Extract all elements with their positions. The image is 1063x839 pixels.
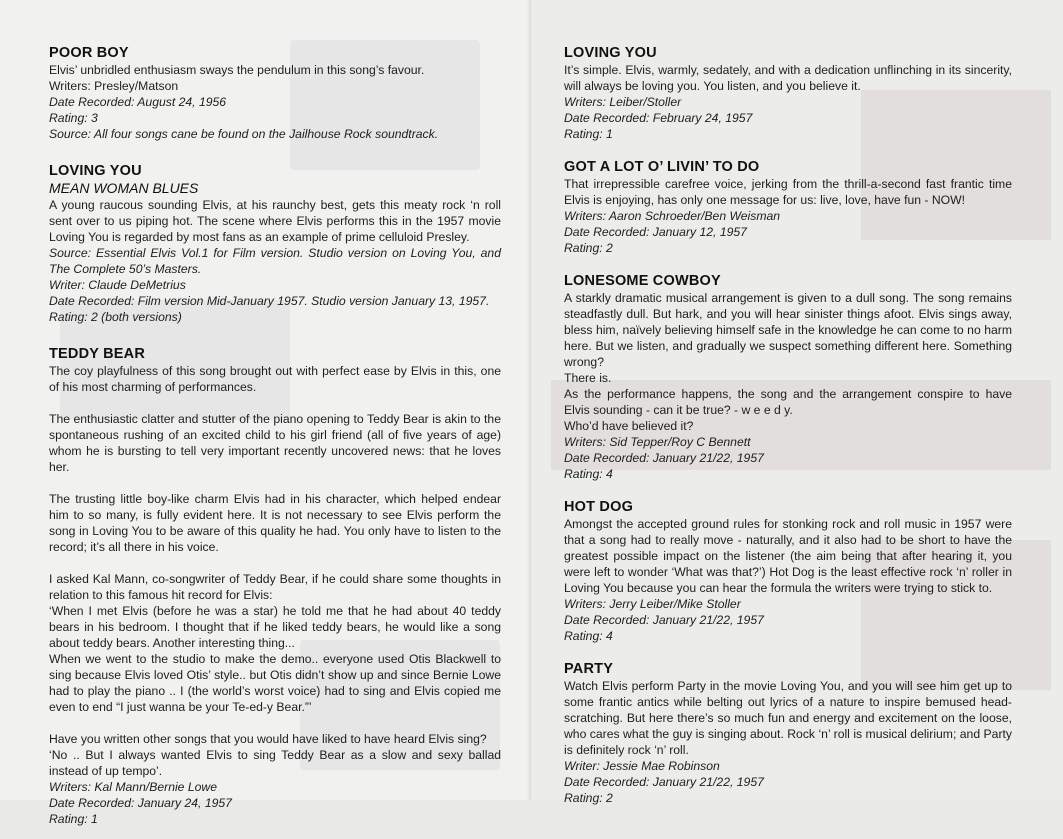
song-rating: Rating: 4: [564, 629, 613, 643]
paragraph: The enthusiastic clatter and stutter of the piano opening to Teddy Bear is akin to the spontaneous rushing of an excited child to his girl friend (all of five years of age) whom he is bursting to tell very important recently uncovered news: that he loves her.: [49, 412, 501, 474]
paragraph: A starkly dramatic musical arrangement is given to a dull song. The song remains steadfastly dull. But hark, and you will hear sinister things afoot. Elvis sings away, bless him, naïvely believing himself safe in the knowledge he can come to no harm here. But we listen, and gradually we suspect something different here. Something wrong?: [564, 291, 1012, 369]
song-date: Date Recorded: August 24, 1956: [49, 95, 227, 109]
song-writers: Writers: Kal Mann/Bernie Lowe: [49, 780, 217, 794]
song-description: Elvis’ unbridled enthusiasm sways the pendulum in this song’s favour.: [49, 63, 425, 77]
song-title: PARTY: [564, 661, 614, 677]
song-date: Date Recorded: January 21/22, 1957: [564, 613, 764, 627]
left-page: [0, 0, 531, 826]
song-rating: Rating: 1: [49, 812, 98, 826]
song-writers: Writers: Sid Tepper/Roy C Bennett: [564, 435, 751, 449]
song-rating: Rating: 1: [564, 127, 613, 141]
song-date: Date Recorded: January 24, 1957: [49, 796, 232, 810]
paragraph: I asked Kal Mann, co-songwriter of Teddy Bear, if he could share some thoughts in relation to this famous hit record for Elvis:: [49, 572, 501, 602]
song-rating: Rating: 2 (both versions): [49, 310, 182, 324]
song-title: POOR BOY: [49, 45, 129, 61]
song-title: GOT A LOT O’ LIVIN’ TO DO: [564, 159, 760, 175]
song-party: [564, 660, 1012, 806]
paragraph: Who’d have believed it?: [564, 419, 694, 433]
song-description: A young raucous sounding Elvis, at his raunchy best, gets this meaty rock ‘n roll sent over to us piping hot. The scene where Elvis performs this in the 1957 movie Loving You is regarded by most fans as an example of prime celluloid Presley.: [49, 198, 501, 244]
song-source: Source: Essential Elvis Vol.1 for Film version. Studio version on Loving You, and The Complete 50’s Masters.: [49, 246, 501, 276]
song-date: Date Recorded: January 21/22, 1957: [564, 451, 764, 465]
paragraph: There is.: [564, 371, 612, 385]
song-writer: Writer: Jessie Mae Robinson: [564, 759, 720, 773]
song-rating: Rating: 2: [564, 241, 613, 255]
right-page: [531, 0, 1063, 805]
song-title: TEDDY BEAR: [49, 346, 145, 362]
song-title: LONESOME COWBOY: [564, 273, 721, 289]
answer: ‘No .. But I always wanted Elvis to sing Teddy Bear as a slow and sexy ballad instead of up tempo’.: [49, 748, 501, 778]
song-title: HOT DOG: [564, 499, 634, 515]
song-teddy-bear: [49, 345, 501, 827]
question: Have you written other songs that you would have liked to have heard Elvis sing?: [49, 732, 487, 746]
paragraph: The trusting little boy-like charm Elvis had in his character, which helped endear him to so many, is fully evident here. It is not necessary to see Elvis perform the song in Loving You to be aware of this quality he had. You only have to listen to the record; it’s all there in his voice.: [49, 492, 501, 554]
song-title: LOVING YOU: [564, 45, 657, 61]
right-column: [564, 44, 1012, 818]
quote: ‘When I met Elvis (before he was a star) he told me that he had about 40 teddy bears in his bedroom. I thought that if he liked teddy bears, he would like a song about teddy bears. Another interesting thing...: [49, 604, 501, 650]
song-date: Date Recorded: January 12, 1957: [564, 225, 747, 239]
song-subtitle: MEAN WOMAN BLUES: [49, 180, 199, 196]
song-date: Date Recorded: February 24, 1957: [564, 111, 753, 125]
left-column: [49, 44, 501, 839]
song-writers: Writers: Presley/Matson: [49, 79, 179, 93]
song-description: It’s simple. Elvis, warmly, sedately, and with a dedication unflinching in its sincerity, will always be loving you. You listen, and you believe it.: [564, 63, 1012, 93]
song-rating: Rating: 3: [49, 111, 98, 125]
song-rating: Rating: 2: [564, 791, 613, 805]
song-description: That irrepressible carefree voice, jerking from the thrill-a-second fast frantic time Elvis is enjoying, has only one message for us: live, love, have fun - NOW!: [564, 177, 1012, 207]
paragraph: As the performance happens, the song and the arrangement conspire to have Elvis sounding - can it be true? - w e e d y.: [564, 387, 1012, 417]
song-description: Watch Elvis perform Party in the movie Loving You, and you will see him get up to some frantic antics while belting out lyrics of a nature to inspire bemused head-scratching. But here there’s so much fun and energy and excitement on the loose, who cares what the guy is singing about. Rock ‘n’ roll is musical delirium; and Party is definitely rock ‘n’ roll.: [564, 679, 1012, 757]
song-rating: Rating: 4: [564, 467, 613, 481]
song-loving-you: [564, 44, 1012, 142]
song-writers: Writers: Jerry Leiber/Mike Stoller: [564, 597, 741, 611]
song-loving-you-mean-woman-blues: [49, 162, 501, 325]
song-source: Source: All four songs cane be found on the Jailhouse Rock soundtrack.: [49, 127, 439, 141]
song-writer: Writer: Claude DeMetrius: [49, 278, 186, 292]
song-poor-boy: [49, 44, 501, 142]
song-writers: Writers: Leiber/Stoller: [564, 95, 682, 109]
song-date: Date Recorded: Film version Mid-January 1957. Studio version January 13, 1957.: [49, 294, 490, 308]
song-got-a-lot-o-livin: [564, 158, 1012, 256]
song-description: Amongst the accepted ground rules for stonking rock and roll music in 1957 were that a song had to really move - naturally, and it also had to be short to have the greatest possible impact on the listener (the aim being that after hearing it, you were left to wonder ‘What was that?’) Hot Dog is the least effective rock ‘n’ roller in Loving You because you can hear the formula the writers were trying to stick to.: [564, 517, 1012, 595]
song-lonesome-cowboy: [564, 272, 1012, 482]
song-title: LOVING YOU: [49, 163, 142, 179]
song-date: Date Recorded: January 21/22, 1957: [564, 775, 764, 789]
song-writers: Writers: Aaron Schroeder/Ben Weisman: [564, 209, 781, 223]
song-hot-dog: [564, 498, 1012, 644]
paragraph: The coy playfulness of this song brought out with perfect ease by Elvis in this, one of his most charming of performances.: [49, 364, 501, 394]
quote: When we went to the studio to make the demo.. everyone used Otis Blackwell to sing because Elvis loved Otis’ style.. but Otis didn’t show up and since Bernie Lowe had to play the piano .. I (the world’s worst voice) had to sing and Elvis copied me even to end “I just wanna be your Te-ed-y Bear.”’: [49, 652, 501, 714]
